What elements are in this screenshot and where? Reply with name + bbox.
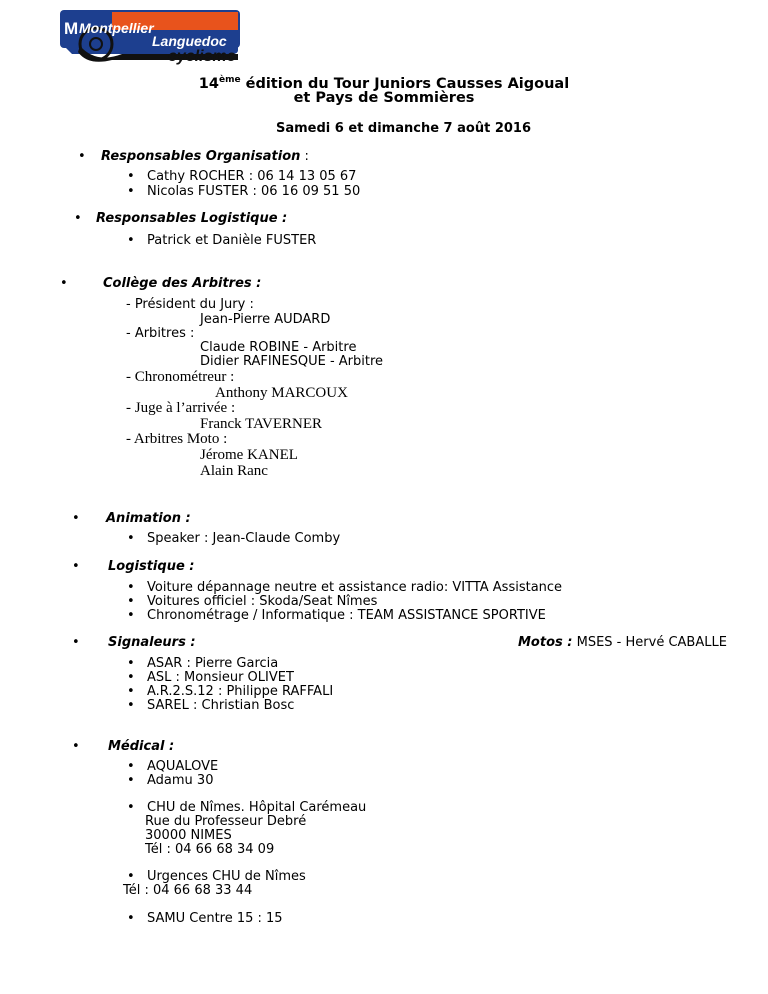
list-item: ASL : Monsieur OLIVET [147,670,294,685]
bullet-icon: • [127,869,135,884]
logo-cyclisme: cyclisme [168,48,236,65]
bullet-icon: • [127,608,135,623]
list-item: Cathy ROCHER : 06 14 13 05 67 [147,169,357,184]
arbitre-line: Franck TAVERNER [200,416,322,432]
list-item: ASAR : Pierre Garcia [147,656,279,671]
list-item: Chronométrage / Informatique : TEAM ASSISTANCE SPORTIVE [147,608,546,623]
list-item: Nicolas FUSTER : 06 16 09 51 50 [147,184,361,199]
samu-line: SAMU Centre 15 : 15 [147,911,283,926]
motos-line: Motos : MSES - Hervé CABALLE [518,635,727,650]
bullet-icon: • [127,684,135,699]
bullet-icon: • [127,656,135,671]
chu-phone: Tél : 04 66 68 34 09 [145,842,275,857]
bullet-icon: • [72,635,80,650]
arbitre-line: Claude ROBINE - Arbitre [200,340,357,355]
montpellier-languedoc-cyclisme-logo [52,4,242,66]
arbitre-line: - Président du Jury : [126,297,254,312]
chu-address: Rue du Professeur Debré [145,814,307,829]
svg-text:M: M [64,19,79,38]
bullet-icon: • [127,698,135,713]
bullet-icon: • [127,580,135,595]
bullet-icon: • [127,531,135,546]
bullet-icon: • [72,559,80,574]
logistique-resp-heading: Responsables Logistique : [96,211,288,226]
bullet-icon: • [74,211,82,226]
bullet-icon: • [72,511,80,526]
arbitre-line: Anthony MARCOUX [215,385,348,401]
bullet-icon: • [127,911,135,926]
list-item: Patrick et Danièle FUSTER [147,233,317,248]
arbitre-line: - Arbitres : [126,326,195,341]
arbitre-line: Alain Ranc [200,463,268,479]
arbitre-line: Jean-Pierre AUDARD [200,312,331,327]
bullet-icon: • [127,233,135,248]
list-item: Voitures officiel : Skoda/Seat Nîmes [147,594,378,609]
chu-city: 30000 NIMES [145,828,232,843]
organisation-heading: Responsables Organisation : [101,149,309,164]
page-title-line2: et Pays de Sommières [293,90,475,106]
bullet-icon: • [127,594,135,609]
urgences-phone: Tél : 04 66 68 33 44 [123,883,253,898]
arbitre-line: - Juge à l’arrivée : [126,400,236,416]
chu-name: CHU de Nîmes. Hôpital Carémeau [147,800,367,815]
signaleurs-heading: Signaleurs : [108,635,196,650]
bullet-icon: • [72,739,80,754]
medical-heading: Médical : [108,739,175,754]
list-item: Voiture dépannage neutre et assistance radio: VITTA Assistance [147,580,563,595]
bullet-icon: • [127,169,135,184]
logo-languedoc: Languedoc [152,33,227,49]
bullet-icon: • [127,773,135,788]
bullet-icon: • [60,276,68,291]
arbitre-line: Didier RAFINESQUE - Arbitre [200,354,384,369]
bullet-icon: • [127,670,135,685]
arbitre-line: - Chronométreur : [126,369,235,385]
page-title: 14ème édition du Tour Juniors Causses Aigoual [198,75,570,92]
animation-heading: Animation : [106,511,191,526]
arbitre-line: - Arbitres Moto : [126,431,228,447]
event-dates: Samedi 6 et dimanche 7 août 2016 [276,121,532,136]
bullet-icon: • [127,800,135,815]
bullet-icon: • [127,184,135,199]
list-item: Adamu 30 [147,773,214,788]
arbitre-line: Jérome KANEL [200,447,298,463]
bullet-icon: • [78,149,86,164]
urgences-name: Urgences CHU de Nîmes [147,869,306,884]
logistique-heading: Logistique : [108,559,195,574]
list-item: A.R.2.S.12 : Philippe RAFFALI [147,684,334,699]
logo-montpellier: Montpellier [79,20,154,36]
list-item: Speaker : Jean-Claude Comby [147,531,341,546]
list-item: SAREL : Christian Bosc [147,698,295,713]
bullet-icon: • [127,759,135,774]
arbitres-heading: Collège des Arbitres : [103,276,262,291]
list-item: AQUALOVE [147,759,219,774]
